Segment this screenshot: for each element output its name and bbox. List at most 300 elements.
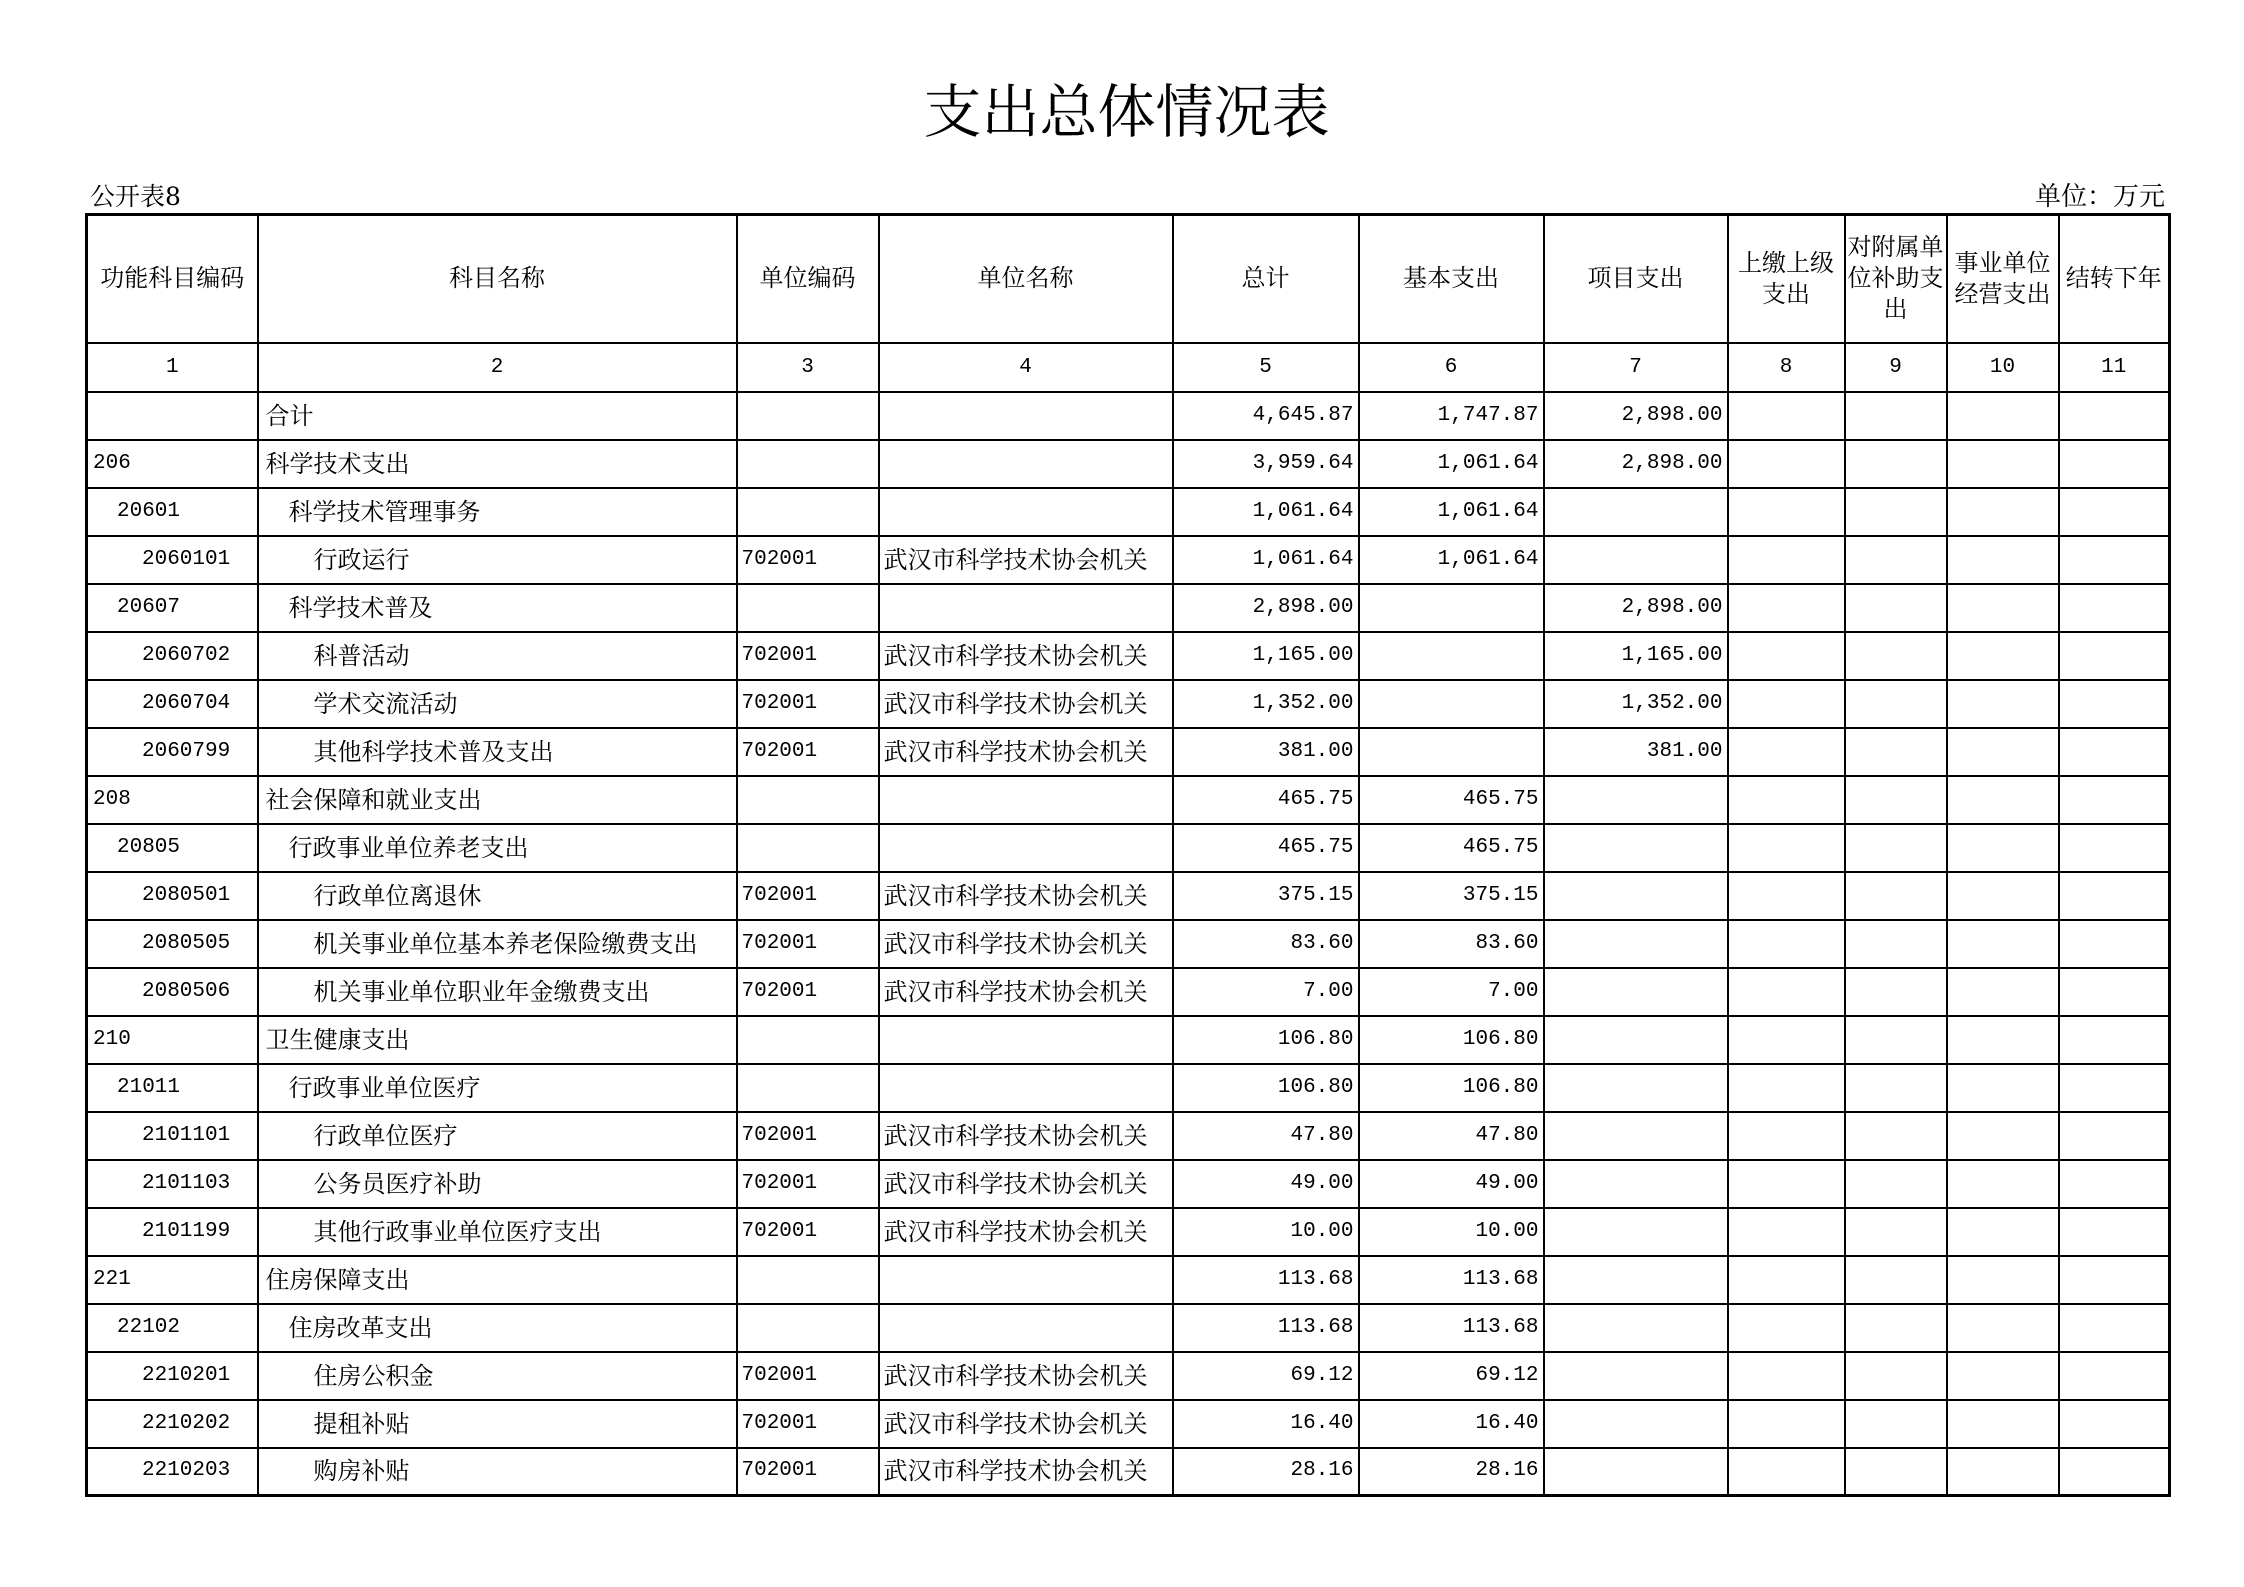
cell-carryover: [2059, 536, 2170, 584]
cell-code: 2101101: [87, 1112, 258, 1160]
cell-name: 科学技术管理事务: [258, 488, 737, 536]
cell-upper: [1728, 872, 1845, 920]
cell-upper: [1728, 680, 1845, 728]
cell-operating: [1947, 1304, 2059, 1352]
cell-total: 83.60: [1173, 920, 1359, 968]
cell-code: 2060704: [87, 680, 258, 728]
cell-subsidy: [1845, 1304, 1947, 1352]
cell-basic: 69.12: [1359, 1352, 1544, 1400]
cell-project: [1544, 1352, 1728, 1400]
cell-unit-code: [737, 1256, 879, 1304]
cell-operating: [1947, 488, 2059, 536]
cell-code: 206: [87, 440, 258, 488]
cell-unit-code: [737, 440, 879, 488]
cell-code: 2210201: [87, 1352, 258, 1400]
cell-carryover: [2059, 872, 2170, 920]
column-number: 5: [1173, 343, 1359, 392]
cell-basic: 106.80: [1359, 1016, 1544, 1064]
cell-unit-code: [737, 1016, 879, 1064]
cell-unit-code: 702001: [737, 1400, 879, 1448]
cell-basic: 1,061.64: [1359, 488, 1544, 536]
cell-code: [87, 392, 258, 440]
cell-total: 381.00: [1173, 728, 1359, 776]
cell-name: 行政运行: [258, 536, 737, 584]
cell-carryover: [2059, 968, 2170, 1016]
cell-project: [1544, 1112, 1728, 1160]
cell-upper: [1728, 824, 1845, 872]
cell-upper: [1728, 1016, 1845, 1064]
table-row: [87, 728, 2170, 776]
cell-unit-name: 武汉市科学技术协会机关: [879, 872, 1173, 920]
cell-name: 行政事业单位养老支出: [258, 824, 737, 872]
cell-total: 47.80: [1173, 1112, 1359, 1160]
cell-carryover: [2059, 1256, 2170, 1304]
cell-basic: 16.40: [1359, 1400, 1544, 1448]
table-row: [87, 1304, 2170, 1352]
cell-carryover: [2059, 1112, 2170, 1160]
cell-carryover: [2059, 920, 2170, 968]
cell-project: [1544, 1160, 1728, 1208]
cell-carryover: [2059, 1304, 2170, 1352]
cell-unit-code: 702001: [737, 728, 879, 776]
cell-subsidy: [1845, 392, 1947, 440]
table-row: [87, 1064, 2170, 1112]
cell-carryover: [2059, 1400, 2170, 1448]
cell-project: [1544, 872, 1728, 920]
cell-upper: [1728, 1352, 1845, 1400]
cell-total: 10.00: [1173, 1208, 1359, 1256]
cell-upper: [1728, 1064, 1845, 1112]
cell-code: 208: [87, 776, 258, 824]
table-row: [87, 680, 2170, 728]
cell-basic: 465.75: [1359, 776, 1544, 824]
cell-unit-code: 702001: [737, 680, 879, 728]
cell-upper: [1728, 1160, 1845, 1208]
cell-code: 20607: [87, 584, 258, 632]
expenditure-table: [85, 213, 2171, 1497]
cell-unit-code: [737, 776, 879, 824]
table-row: [87, 392, 2170, 440]
cell-code: 2060799: [87, 728, 258, 776]
cell-upper: [1728, 632, 1845, 680]
cell-basic: 47.80: [1359, 1112, 1544, 1160]
cell-unit-code: 702001: [737, 1448, 879, 1496]
cell-unit-name: 武汉市科学技术协会机关: [879, 1208, 1173, 1256]
cell-unit-code: 702001: [737, 536, 879, 584]
cell-project: [1544, 776, 1728, 824]
cell-unit-code: 702001: [737, 1208, 879, 1256]
cell-code: 2101199: [87, 1208, 258, 1256]
cell-carryover: [2059, 728, 2170, 776]
cell-operating: [1947, 1256, 2059, 1304]
cell-subsidy: [1845, 776, 1947, 824]
table-row: [87, 488, 2170, 536]
cell-name: 科学技术支出: [258, 440, 737, 488]
cell-operating: [1947, 968, 2059, 1016]
cell-carryover: [2059, 680, 2170, 728]
cell-code: 2080505: [87, 920, 258, 968]
cell-operating: [1947, 1016, 2059, 1064]
cell-unit-name: [879, 1064, 1173, 1112]
cell-name: 住房公积金: [258, 1352, 737, 1400]
cell-carryover: [2059, 1448, 2170, 1496]
cell-unit-name: 武汉市科学技术协会机关: [879, 680, 1173, 728]
cell-carryover: [2059, 1352, 2170, 1400]
cell-total: 1,352.00: [1173, 680, 1359, 728]
cell-unit-code: 702001: [737, 1160, 879, 1208]
cell-unit-code: 702001: [737, 1112, 879, 1160]
cell-code: 22102: [87, 1304, 258, 1352]
cell-project: [1544, 488, 1728, 536]
cell-operating: [1947, 680, 2059, 728]
cell-total: 28.16: [1173, 1448, 1359, 1496]
cell-name: 卫生健康支出: [258, 1016, 737, 1064]
cell-subsidy: [1845, 824, 1947, 872]
cell-code: 2210203: [87, 1448, 258, 1496]
table-row: [87, 1160, 2170, 1208]
cell-project: [1544, 824, 1728, 872]
cell-unit-name: 武汉市科学技术协会机关: [879, 536, 1173, 584]
cell-project: [1544, 1400, 1728, 1448]
cell-name: 行政单位离退休: [258, 872, 737, 920]
cell-upper: [1728, 1256, 1845, 1304]
cell-project: [1544, 1304, 1728, 1352]
cell-unit-name: 武汉市科学技术协会机关: [879, 1400, 1173, 1448]
cell-operating: [1947, 1352, 2059, 1400]
table-row: [87, 920, 2170, 968]
cell-name: 社会保障和就业支出: [258, 776, 737, 824]
cell-total: 16.40: [1173, 1400, 1359, 1448]
cell-unit-code: 702001: [737, 920, 879, 968]
cell-unit-name: [879, 1304, 1173, 1352]
cell-unit-code: 702001: [737, 1352, 879, 1400]
cell-total: 106.80: [1173, 1016, 1359, 1064]
cell-code: 2060101: [87, 536, 258, 584]
cell-basic: 113.68: [1359, 1256, 1544, 1304]
cell-unit-name: 武汉市科学技术协会机关: [879, 1112, 1173, 1160]
cell-subsidy: [1845, 536, 1947, 584]
cell-basic: [1359, 728, 1544, 776]
cell-project: [1544, 920, 1728, 968]
cell-unit-name: [879, 392, 1173, 440]
cell-name: 科普活动: [258, 632, 737, 680]
cell-operating: [1947, 872, 2059, 920]
cell-name: 购房补贴: [258, 1448, 737, 1496]
cell-upper: [1728, 584, 1845, 632]
column-number-row: [87, 343, 2170, 392]
cell-basic: 1,061.64: [1359, 536, 1544, 584]
cell-operating: [1947, 536, 2059, 584]
cell-total: 4,645.87: [1173, 392, 1359, 440]
cell-code: 2080501: [87, 872, 258, 920]
cell-basic: 28.16: [1359, 1448, 1544, 1496]
cell-project: 1,352.00: [1544, 680, 1728, 728]
cell-project: [1544, 1208, 1728, 1256]
column-header-unit-name: 单位名称: [879, 215, 1173, 343]
column-number: 11: [2059, 343, 2170, 392]
cell-carryover: [2059, 632, 2170, 680]
column-header-unit-code: 单位编码: [737, 215, 879, 343]
cell-upper: [1728, 728, 1845, 776]
cell-total: 69.12: [1173, 1352, 1359, 1400]
cell-total: 1,061.64: [1173, 488, 1359, 536]
cell-project: 2,898.00: [1544, 440, 1728, 488]
unit-label: 单位：万元: [2034, 182, 2165, 212]
cell-total: 465.75: [1173, 824, 1359, 872]
cell-name: 行政事业单位医疗: [258, 1064, 737, 1112]
table-row: [87, 632, 2170, 680]
cell-carryover: [2059, 1016, 2170, 1064]
cell-name: 机关事业单位基本养老保险缴费支出: [258, 920, 737, 968]
cell-unit-name: 武汉市科学技术协会机关: [879, 920, 1173, 968]
table-row: [87, 536, 2170, 584]
cell-subsidy: [1845, 440, 1947, 488]
cell-operating: [1947, 392, 2059, 440]
cell-code: 21011: [87, 1064, 258, 1112]
cell-basic: 1,061.64: [1359, 440, 1544, 488]
column-number: 8: [1728, 343, 1845, 392]
cell-project: [1544, 1016, 1728, 1064]
table-row: [87, 872, 2170, 920]
column-number: 6: [1359, 343, 1544, 392]
cell-unit-name: [879, 824, 1173, 872]
cell-total: 375.15: [1173, 872, 1359, 920]
cell-upper: [1728, 1112, 1845, 1160]
column-number: 1: [87, 343, 258, 392]
cell-code: 20601: [87, 488, 258, 536]
column-number: 4: [879, 343, 1173, 392]
cell-subsidy: [1845, 1064, 1947, 1112]
table-body: [87, 392, 2170, 1496]
cell-basic: 1,747.87: [1359, 392, 1544, 440]
cell-basic: [1359, 632, 1544, 680]
cell-upper: [1728, 1304, 1845, 1352]
cell-carryover: [2059, 1064, 2170, 1112]
cell-subsidy: [1845, 920, 1947, 968]
cell-subsidy: [1845, 1448, 1947, 1496]
table-row: [87, 1256, 2170, 1304]
cell-subsidy: [1845, 1160, 1947, 1208]
cell-carryover: [2059, 440, 2170, 488]
column-header-subject-name: 科目名称: [258, 215, 737, 343]
table-row: [87, 968, 2170, 1016]
cell-upper: [1728, 392, 1845, 440]
cell-code: 2060702: [87, 632, 258, 680]
table-row: [87, 824, 2170, 872]
column-header-operating: 事业单位经营支出: [1947, 215, 2059, 343]
cell-unit-name: 武汉市科学技术协会机关: [879, 1160, 1173, 1208]
cell-total: 113.68: [1173, 1304, 1359, 1352]
cell-name: 机关事业单位职业年金缴费支出: [258, 968, 737, 1016]
cell-upper: [1728, 536, 1845, 584]
cell-upper: [1728, 920, 1845, 968]
table-row: [87, 1448, 2170, 1496]
cell-total: 465.75: [1173, 776, 1359, 824]
cell-unit-name: 武汉市科学技术协会机关: [879, 728, 1173, 776]
cell-upper: [1728, 488, 1845, 536]
cell-basic: 83.60: [1359, 920, 1544, 968]
cell-unit-name: [879, 584, 1173, 632]
cell-upper: [1728, 1400, 1845, 1448]
cell-project: 381.00: [1544, 728, 1728, 776]
cell-subsidy: [1845, 1016, 1947, 1064]
table-row: [87, 1208, 2170, 1256]
cell-project: 2,898.00: [1544, 584, 1728, 632]
column-number: 9: [1845, 343, 1947, 392]
column-number: 3: [737, 343, 879, 392]
table-row: [87, 1112, 2170, 1160]
cell-subsidy: [1845, 1208, 1947, 1256]
cell-operating: [1947, 1448, 2059, 1496]
cell-upper: [1728, 1448, 1845, 1496]
cell-name: 其他科学技术普及支出: [258, 728, 737, 776]
cell-unit-name: 武汉市科学技术协会机关: [879, 1448, 1173, 1496]
cell-basic: [1359, 680, 1544, 728]
cell-carryover: [2059, 824, 2170, 872]
cell-name: 住房保障支出: [258, 1256, 737, 1304]
cell-carryover: [2059, 584, 2170, 632]
cell-operating: [1947, 1112, 2059, 1160]
cell-unit-code: [737, 824, 879, 872]
column-header-basic: 基本支出: [1359, 215, 1544, 343]
cell-subsidy: [1845, 1256, 1947, 1304]
cell-carryover: [2059, 776, 2170, 824]
cell-unit-name: 武汉市科学技术协会机关: [879, 1352, 1173, 1400]
cell-carryover: [2059, 392, 2170, 440]
cell-subsidy: [1845, 680, 1947, 728]
cell-unit-name: [879, 776, 1173, 824]
cell-total: 2,898.00: [1173, 584, 1359, 632]
cell-name: 住房改革支出: [258, 1304, 737, 1352]
cell-total: 3,959.64: [1173, 440, 1359, 488]
cell-basic: 375.15: [1359, 872, 1544, 920]
cell-project: 2,898.00: [1544, 392, 1728, 440]
column-number: 10: [1947, 343, 2059, 392]
cell-code: 2080506: [87, 968, 258, 1016]
cell-operating: [1947, 584, 2059, 632]
cell-name: 科学技术普及: [258, 584, 737, 632]
table-row: [87, 440, 2170, 488]
cell-upper: [1728, 1208, 1845, 1256]
cell-unit-name: [879, 1256, 1173, 1304]
cell-total: 1,165.00: [1173, 632, 1359, 680]
cell-name: 合计: [258, 392, 737, 440]
cell-project: [1544, 1448, 1728, 1496]
cell-upper: [1728, 776, 1845, 824]
cell-subsidy: [1845, 968, 1947, 1016]
cell-operating: [1947, 1208, 2059, 1256]
cell-operating: [1947, 1064, 2059, 1112]
table-number: 公开表8: [90, 182, 181, 211]
cell-total: 7.00: [1173, 968, 1359, 1016]
cell-operating: [1947, 728, 2059, 776]
column-header-upper: 上缴上级支出: [1728, 215, 1845, 343]
cell-project: [1544, 1064, 1728, 1112]
cell-operating: [1947, 440, 2059, 488]
cell-code: 2101103: [87, 1160, 258, 1208]
cell-total: 1,061.64: [1173, 536, 1359, 584]
cell-name: 其他行政事业单位医疗支出: [258, 1208, 737, 1256]
cell-name: 学术交流活动: [258, 680, 737, 728]
cell-project: [1544, 968, 1728, 1016]
cell-unit-code: [737, 488, 879, 536]
cell-unit-name: [879, 488, 1173, 536]
cell-carryover: [2059, 1208, 2170, 1256]
column-number: 2: [258, 343, 737, 392]
cell-subsidy: [1845, 632, 1947, 680]
cell-unit-code: [737, 584, 879, 632]
cell-total: 49.00: [1173, 1160, 1359, 1208]
cell-unit-name: [879, 440, 1173, 488]
column-number: 7: [1544, 343, 1728, 392]
column-header-total: 总计: [1173, 215, 1359, 343]
table-row: [87, 584, 2170, 632]
cell-code: 2210202: [87, 1400, 258, 1448]
column-header-subsidy: 对附属单位补助支出: [1845, 215, 1947, 343]
cell-subsidy: [1845, 1400, 1947, 1448]
cell-unit-code: 702001: [737, 968, 879, 1016]
table-row: [87, 776, 2170, 824]
cell-carryover: [2059, 488, 2170, 536]
cell-operating: [1947, 824, 2059, 872]
header-row: [87, 215, 2170, 343]
cell-code: 221: [87, 1256, 258, 1304]
cell-project: 1,165.00: [1544, 632, 1728, 680]
cell-name: 公务员医疗补助: [258, 1160, 737, 1208]
cell-subsidy: [1845, 488, 1947, 536]
cell-upper: [1728, 968, 1845, 1016]
cell-project: [1544, 1256, 1728, 1304]
cell-subsidy: [1845, 584, 1947, 632]
cell-operating: [1947, 1160, 2059, 1208]
cell-operating: [1947, 1400, 2059, 1448]
cell-unit-code: 702001: [737, 872, 879, 920]
page-title: 支出总体情况表: [923, 78, 1330, 146]
cell-operating: [1947, 776, 2059, 824]
cell-basic: 106.80: [1359, 1064, 1544, 1112]
table-row: [87, 1352, 2170, 1400]
cell-code: 210: [87, 1016, 258, 1064]
cell-unit-name: 武汉市科学技术协会机关: [879, 632, 1173, 680]
table-row: [87, 1400, 2170, 1448]
table-header: [87, 215, 2170, 392]
cell-subsidy: [1845, 728, 1947, 776]
cell-unit-name: 武汉市科学技术协会机关: [879, 968, 1173, 1016]
cell-code: 20805: [87, 824, 258, 872]
cell-unit-code: [737, 1064, 879, 1112]
cell-operating: [1947, 920, 2059, 968]
cell-subsidy: [1845, 1352, 1947, 1400]
cell-basic: [1359, 584, 1544, 632]
column-header-carryover: 结转下年: [2059, 215, 2170, 343]
cell-operating: [1947, 632, 2059, 680]
cell-basic: 113.68: [1359, 1304, 1544, 1352]
cell-subsidy: [1845, 872, 1947, 920]
cell-total: 106.80: [1173, 1064, 1359, 1112]
cell-name: 行政单位医疗: [258, 1112, 737, 1160]
cell-carryover: [2059, 1160, 2170, 1208]
column-header-project: 项目支出: [1544, 215, 1728, 343]
column-header-function-code: 功能科目编码: [87, 215, 258, 343]
cell-basic: 7.00: [1359, 968, 1544, 1016]
cell-basic: 465.75: [1359, 824, 1544, 872]
cell-unit-name: [879, 1016, 1173, 1064]
cell-project: [1544, 536, 1728, 584]
cell-unit-code: [737, 1304, 879, 1352]
table-row: [87, 1016, 2170, 1064]
cell-upper: [1728, 440, 1845, 488]
cell-total: 113.68: [1173, 1256, 1359, 1304]
